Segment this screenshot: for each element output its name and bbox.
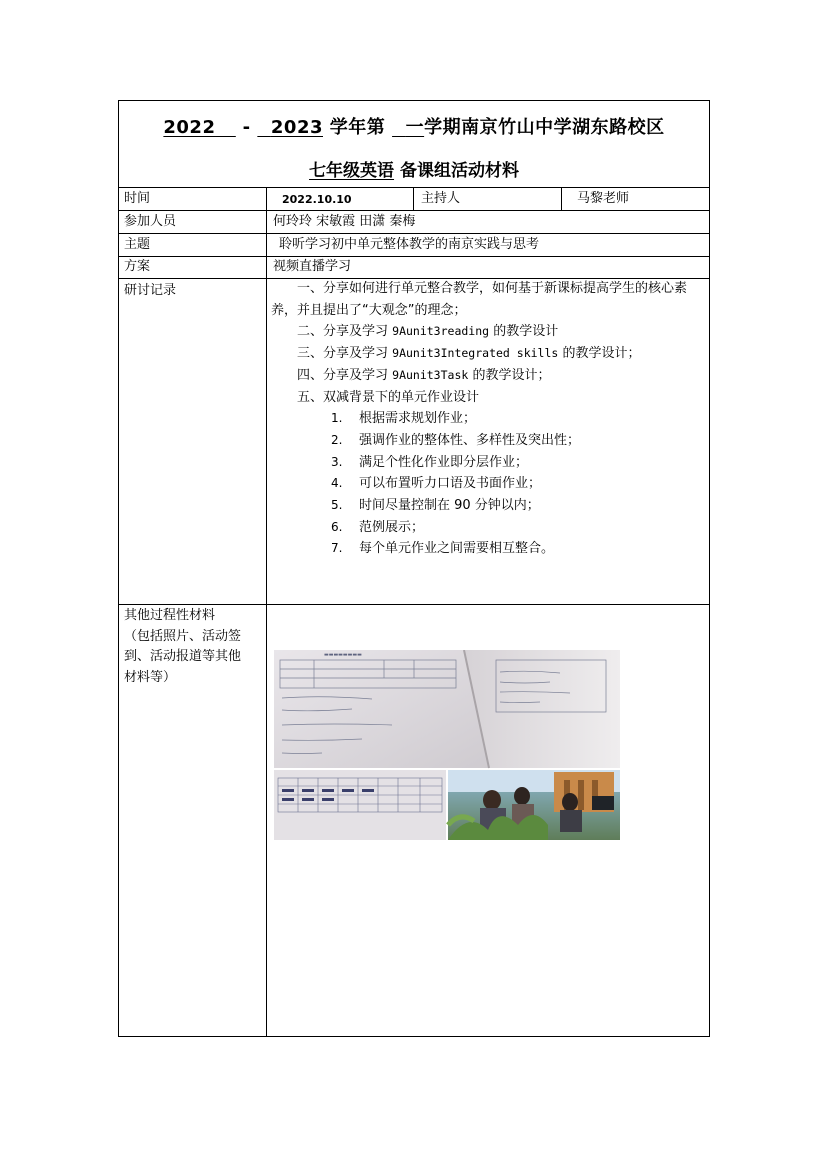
- activity-record-table: [118, 100, 710, 1037]
- time-value: 2022.10.10: [282, 193, 352, 206]
- record-item-1: 一、分享如何进行单元整合教学，如何基于新课标提高学生的核心素养，并且提出了“大观念”的理念；: [271, 281, 688, 318]
- meeting-photo: [448, 770, 620, 840]
- school-name: 学期南京竹山中学湖东路校区: [424, 117, 665, 138]
- column-divider: [561, 187, 562, 210]
- year-word: 学年第: [329, 117, 386, 138]
- term-number: 一: [405, 117, 425, 138]
- sub-item: 1. 根据需求规划作业；: [331, 411, 477, 427]
- sign-in-sheet-photo: [274, 770, 446, 840]
- column-divider: [413, 187, 414, 210]
- record-item-3: 三、分享及学习 9Aunit3Integrated skills 的教学设计；: [297, 346, 641, 362]
- time-label: 时间: [124, 191, 151, 206]
- host-value: 马黎老师: [577, 191, 630, 206]
- school-term-title: [119, 113, 709, 139]
- topic-value: 聆听学习初中单元整体教学的南京实践与思考: [279, 237, 540, 252]
- svg-text:▬▬▬▬▬▬▬▬: ▬▬▬▬▬▬▬▬: [324, 652, 362, 658]
- sub-item: 2. 强调作业的整体性、多样性及突出性；: [331, 432, 581, 448]
- record-notes: [271, 278, 707, 560]
- sub-item: 3. 满足个性化作业即分层作业；: [331, 454, 529, 470]
- record-item-2: 二、分享及学习 9Aunit3reading 的教学设计: [297, 324, 559, 340]
- participants-value: 何玲玲 宋敏霞 田潇 秦梅: [273, 214, 416, 229]
- sub-item: 4. 可以布置听力口语及书面作业；: [331, 476, 542, 492]
- row-divider: [119, 233, 709, 234]
- year-end: 2023: [270, 117, 323, 138]
- row-divider: [119, 604, 709, 605]
- document-header: [119, 101, 709, 187]
- row-divider: [119, 210, 709, 211]
- other-materials-label: 其他过程性材料 （包括照片、活动签 到、活动报道等其他 材料等）: [124, 608, 242, 685]
- notebook-photo: [274, 650, 620, 768]
- sub-item: 7. 每个单元作业之间需要相互整合。: [331, 541, 555, 557]
- group-title: [119, 156, 709, 181]
- participants-label: 参加人员: [124, 214, 177, 229]
- topic-label: 主题: [124, 237, 151, 252]
- row-divider: [119, 187, 709, 188]
- activity-name: 备课组活动材料: [399, 161, 519, 181]
- record-item-5: 五、双减背景下的单元作业设计: [297, 389, 480, 405]
- sub-item: 5. 时间尽量控制在 90 分钟以内；: [331, 498, 540, 514]
- row-divider: [119, 256, 709, 257]
- column-divider: [266, 187, 267, 1036]
- record-label: 研讨记录: [124, 283, 177, 298]
- year-dash: -: [242, 117, 251, 138]
- record-item-4: 四、分享及学习 9Aunit3Task 的教学设计；: [297, 367, 551, 383]
- year-start: 2022: [163, 117, 216, 138]
- plan-value: 视频直播学习: [273, 259, 352, 274]
- sub-item: 6. 范例展示；: [331, 519, 425, 535]
- host-label: 主持人: [421, 191, 461, 206]
- plan-label: 方案: [124, 259, 151, 274]
- activity-photo-collage: [274, 650, 620, 840]
- group-name: 七年级英语: [309, 161, 395, 181]
